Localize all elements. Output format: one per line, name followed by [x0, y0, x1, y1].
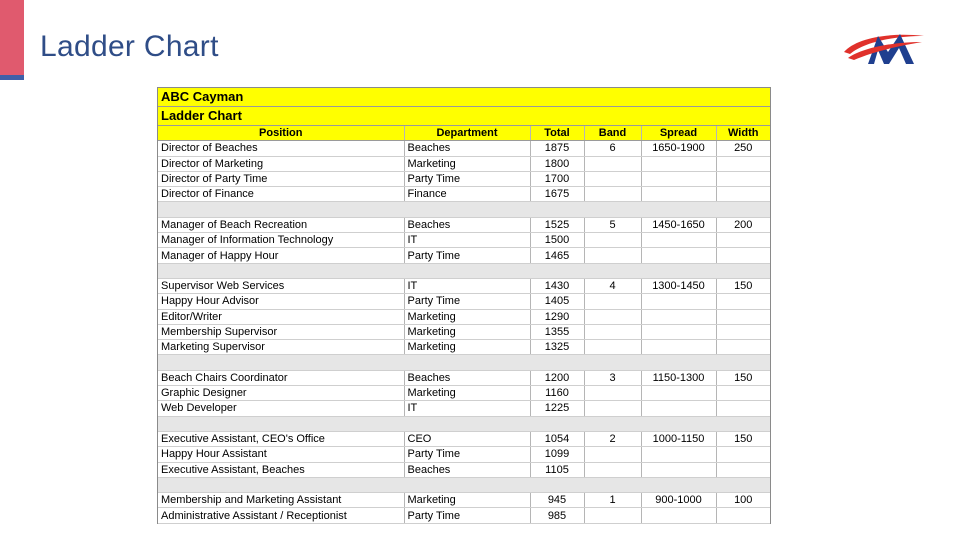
total-cell: 1355 — [530, 324, 584, 339]
total-cell: 1465 — [530, 248, 584, 263]
spread-cell — [641, 309, 716, 324]
separator-cell — [641, 263, 716, 278]
band-cell — [584, 340, 641, 355]
column-header-department: Department — [404, 126, 530, 141]
total-cell: 1700 — [530, 171, 584, 186]
band-separator-row — [158, 477, 770, 492]
spread-cell: 900-1000 — [641, 493, 716, 508]
table-row — [158, 309, 770, 324]
total-cell: 1325 — [530, 340, 584, 355]
separator-cell — [716, 355, 770, 370]
width-cell — [716, 447, 770, 462]
department-cell: Marketing — [404, 340, 530, 355]
width-cell — [716, 233, 770, 248]
table-row — [158, 171, 770, 186]
width-cell: 150 — [716, 370, 770, 385]
department-cell: Beaches — [404, 141, 530, 156]
position-cell: Executive Assistant, Beaches — [158, 462, 404, 477]
department-cell: Party Time — [404, 508, 530, 523]
column-header-total: Total — [530, 126, 584, 141]
table-row — [158, 248, 770, 263]
band-cell — [584, 248, 641, 263]
department-cell: Marketing — [404, 493, 530, 508]
separator-cell — [716, 202, 770, 217]
width-cell — [716, 187, 770, 202]
table-row — [158, 447, 770, 462]
spread-cell — [641, 324, 716, 339]
ladder-table — [158, 126, 770, 524]
table-row — [158, 278, 770, 293]
total-cell: 1200 — [530, 370, 584, 385]
separator-cell — [404, 477, 530, 492]
position-cell: Administrative Assistant / Receptionist — [158, 508, 404, 523]
band-cell — [584, 233, 641, 248]
band-cell: 6 — [584, 141, 641, 156]
table-row — [158, 340, 770, 355]
position-cell: Director of Finance — [158, 187, 404, 202]
separator-cell — [158, 202, 404, 217]
spread-cell — [641, 447, 716, 462]
separator-cell — [584, 202, 641, 217]
band-separator-row — [158, 416, 770, 431]
total-cell: 1290 — [530, 309, 584, 324]
total-cell: 1500 — [530, 233, 584, 248]
table-header-row — [158, 126, 770, 141]
band-cell — [584, 462, 641, 477]
spread-cell — [641, 386, 716, 401]
band-cell — [584, 386, 641, 401]
table-row — [158, 217, 770, 232]
spread-cell — [641, 233, 716, 248]
separator-cell — [404, 355, 530, 370]
spread-cell — [641, 294, 716, 309]
separator-cell — [584, 355, 641, 370]
table-row — [158, 401, 770, 416]
width-cell — [716, 248, 770, 263]
total-cell: 1800 — [530, 156, 584, 171]
separator-cell — [158, 416, 404, 431]
department-cell: Marketing — [404, 309, 530, 324]
column-header-spread: Spread — [641, 126, 716, 141]
spread-cell — [641, 508, 716, 523]
position-cell: Graphic Designer — [158, 386, 404, 401]
department-cell: Beaches — [404, 462, 530, 477]
total-cell: 1099 — [530, 447, 584, 462]
separator-cell — [158, 477, 404, 492]
band-separator-row — [158, 202, 770, 217]
ladder-spreadsheet — [157, 87, 771, 524]
department-cell: CEO — [404, 431, 530, 446]
width-cell — [716, 401, 770, 416]
width-cell: 150 — [716, 431, 770, 446]
total-cell: 1054 — [530, 431, 584, 446]
table-row — [158, 187, 770, 202]
total-cell: 1160 — [530, 386, 584, 401]
position-cell: Supervisor Web Services — [158, 278, 404, 293]
separator-cell — [716, 263, 770, 278]
band-cell: 5 — [584, 217, 641, 232]
spread-cell: 1300-1450 — [641, 278, 716, 293]
spread-cell: 1150-1300 — [641, 370, 716, 385]
spread-cell — [641, 401, 716, 416]
separator-cell — [404, 202, 530, 217]
table-row — [158, 294, 770, 309]
total-cell: 1675 — [530, 187, 584, 202]
accent-bar — [0, 0, 24, 80]
position-cell: Director of Party Time — [158, 171, 404, 186]
separator-cell — [530, 263, 584, 278]
width-cell — [716, 309, 770, 324]
total-cell: 945 — [530, 493, 584, 508]
spread-cell — [641, 171, 716, 186]
width-cell: 200 — [716, 217, 770, 232]
spread-cell — [641, 462, 716, 477]
position-cell: Web Developer — [158, 401, 404, 416]
total-cell: 1225 — [530, 401, 584, 416]
table-row — [158, 370, 770, 385]
width-cell — [716, 340, 770, 355]
separator-cell — [530, 202, 584, 217]
band-cell — [584, 187, 641, 202]
band-cell — [584, 447, 641, 462]
spread-cell: 1650-1900 — [641, 141, 716, 156]
position-cell: Manager of Happy Hour — [158, 248, 404, 263]
company-name: ABC Cayman — [158, 88, 770, 107]
width-cell: 100 — [716, 493, 770, 508]
department-cell: Finance — [404, 187, 530, 202]
position-cell: Happy Hour Advisor — [158, 294, 404, 309]
column-header-width: Width — [716, 126, 770, 141]
total-cell: 985 — [530, 508, 584, 523]
band-separator-row — [158, 355, 770, 370]
department-cell: Marketing — [404, 156, 530, 171]
band-cell — [584, 508, 641, 523]
band-cell — [584, 294, 641, 309]
department-cell: Marketing — [404, 324, 530, 339]
slide-title: Ladder Chart — [40, 30, 219, 63]
department-cell: Party Time — [404, 294, 530, 309]
width-cell: 250 — [716, 141, 770, 156]
separator-cell — [404, 263, 530, 278]
spread-cell — [641, 156, 716, 171]
position-cell: Marketing Supervisor — [158, 340, 404, 355]
department-cell: Party Time — [404, 248, 530, 263]
separator-cell — [530, 355, 584, 370]
department-cell: IT — [404, 401, 530, 416]
spread-cell — [641, 340, 716, 355]
table-row — [158, 493, 770, 508]
separator-cell — [158, 355, 404, 370]
spread-cell: 1450-1650 — [641, 217, 716, 232]
band-cell — [584, 324, 641, 339]
department-cell: Party Time — [404, 447, 530, 462]
position-cell: Manager of Information Technology — [158, 233, 404, 248]
band-cell — [584, 171, 641, 186]
band-cell: 4 — [584, 278, 641, 293]
position-cell: Membership Supervisor — [158, 324, 404, 339]
total-cell: 1405 — [530, 294, 584, 309]
table-row — [158, 508, 770, 523]
separator-cell — [716, 416, 770, 431]
width-cell — [716, 508, 770, 523]
separator-cell — [641, 202, 716, 217]
position-cell: Manager of Beach Recreation — [158, 217, 404, 232]
band-cell: 3 — [584, 370, 641, 385]
position-cell: Director of Marketing — [158, 156, 404, 171]
separator-cell — [584, 477, 641, 492]
separator-cell — [641, 416, 716, 431]
position-cell: Happy Hour Assistant — [158, 447, 404, 462]
spread-cell: 1000-1150 — [641, 431, 716, 446]
separator-cell — [641, 355, 716, 370]
separator-cell — [716, 477, 770, 492]
band-cell — [584, 156, 641, 171]
separator-cell — [404, 416, 530, 431]
department-cell: IT — [404, 233, 530, 248]
separator-cell — [584, 263, 641, 278]
position-cell: Director of Beaches — [158, 141, 404, 156]
m-swoosh-logo-icon — [838, 28, 928, 70]
table-row — [158, 233, 770, 248]
width-cell — [716, 462, 770, 477]
table-row — [158, 462, 770, 477]
sheet-subtitle: Ladder Chart — [158, 107, 770, 126]
width-cell — [716, 156, 770, 171]
separator-cell — [584, 416, 641, 431]
department-cell: Beaches — [404, 217, 530, 232]
width-cell — [716, 386, 770, 401]
separator-cell — [530, 416, 584, 431]
department-cell: Party Time — [404, 171, 530, 186]
width-cell — [716, 294, 770, 309]
position-cell: Beach Chairs Coordinator — [158, 370, 404, 385]
band-cell — [584, 309, 641, 324]
position-cell: Executive Assistant, CEO's Office — [158, 431, 404, 446]
column-header-band: Band — [584, 126, 641, 141]
spread-cell — [641, 187, 716, 202]
spread-cell — [641, 248, 716, 263]
band-cell — [584, 401, 641, 416]
total-cell: 1525 — [530, 217, 584, 232]
table-row — [158, 386, 770, 401]
separator-cell — [530, 477, 584, 492]
column-header-position: Position — [158, 126, 404, 141]
department-cell: IT — [404, 278, 530, 293]
ladder-table-body — [158, 141, 770, 523]
total-cell: 1430 — [530, 278, 584, 293]
separator-cell — [641, 477, 716, 492]
table-row — [158, 431, 770, 446]
separator-cell — [158, 263, 404, 278]
position-cell: Membership and Marketing Assistant — [158, 493, 404, 508]
total-cell: 1105 — [530, 462, 584, 477]
position-cell: Editor/Writer — [158, 309, 404, 324]
department-cell: Marketing — [404, 386, 530, 401]
table-row — [158, 156, 770, 171]
band-cell: 1 — [584, 493, 641, 508]
band-separator-row — [158, 263, 770, 278]
width-cell — [716, 324, 770, 339]
department-cell: Beaches — [404, 370, 530, 385]
width-cell: 150 — [716, 278, 770, 293]
table-row — [158, 141, 770, 156]
total-cell: 1875 — [530, 141, 584, 156]
width-cell — [716, 171, 770, 186]
band-cell: 2 — [584, 431, 641, 446]
table-row — [158, 324, 770, 339]
